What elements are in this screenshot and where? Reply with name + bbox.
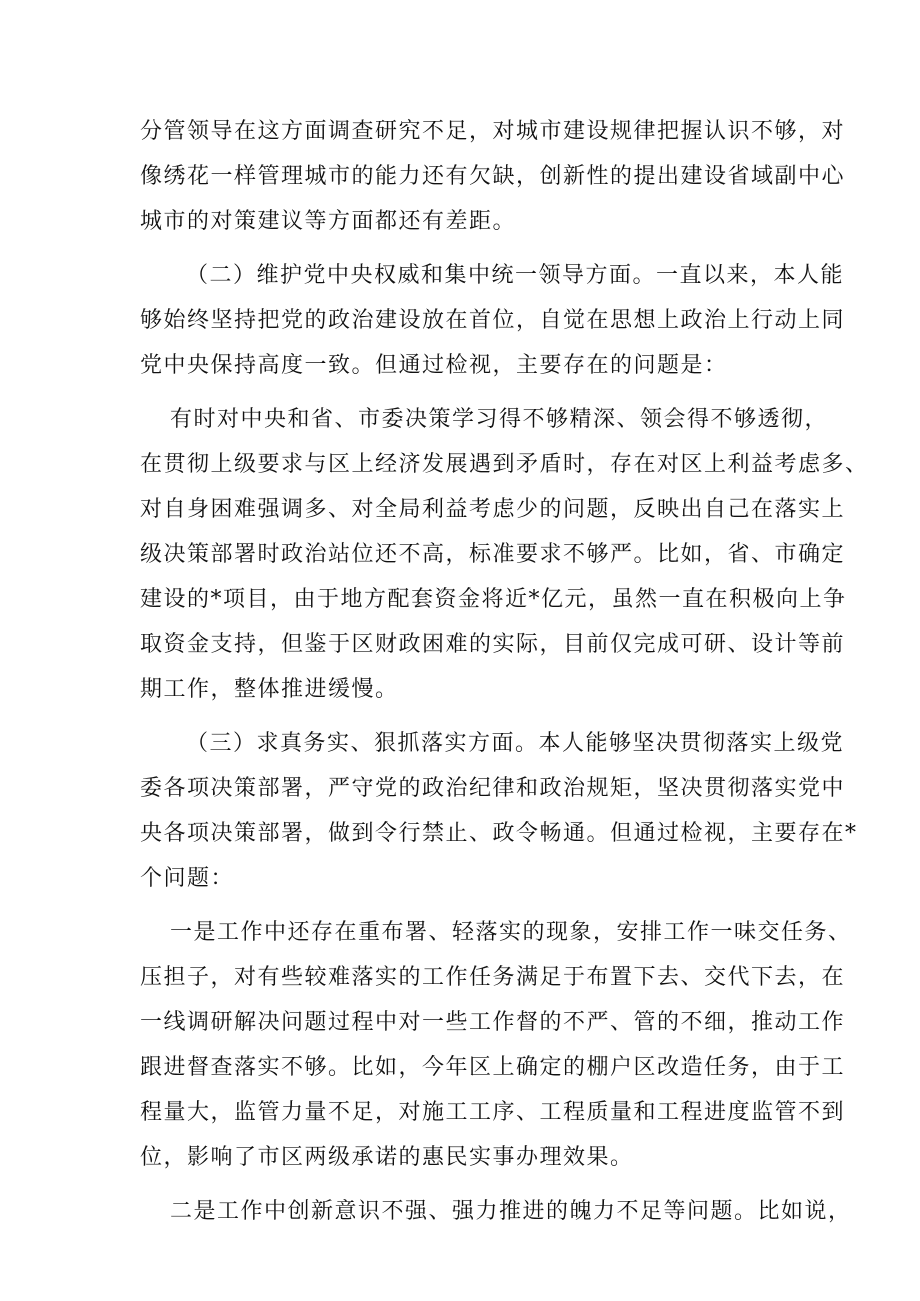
text-line: 城市的对策建议等方面都还有差距。 — [140, 209, 517, 234]
text-line: 级决策部署时政治站位还不高，标准要求不够严。比如，省、市确定 — [140, 542, 846, 567]
text-line: 个问题： — [140, 866, 235, 891]
text-line: 跟进督查落实不够。比如，今年区上确定的棚户区改造任务，由于工 — [140, 1055, 846, 1080]
text-line: 二是工作中创新意识不强、强力推进的魄力不足等问题。比如说， — [170, 1199, 852, 1224]
text-line: 对自身困难强调多、对全局利益考虑少的问题，反映出自己在落实上 — [140, 497, 846, 522]
text-line: 分管领导在这方面调查研究不足，对城市建设规律把握认识不够，对 — [140, 119, 846, 144]
paragraph-gap — [140, 1180, 820, 1189]
text-line: 压担子，对有些较难落实的工作任务满足于布置下去、交代下去，在 — [140, 965, 846, 990]
text-line: 有时对中央和省、市委决策学习得不够精深、领会得不够透彻， — [170, 407, 829, 432]
text-line: 一是工作中还存在重布署、轻落实的现象，安排工作一味交任务、 — [170, 920, 852, 945]
paragraph-gap — [140, 244, 820, 253]
text-line: 党中央保持高度一致。但通过检视，主要存在的问题是： — [140, 353, 728, 378]
section-heading-line: （三）求真务实、狠抓落实方面。本人能够坚决贯彻落实上级党 — [186, 731, 845, 756]
text-line: 位，影响了市区两级承诺的惠民实事办理效果。 — [140, 1145, 634, 1170]
section-heading-line: （二）维护党中央权威和集中统一领导方面。一直以来，本人能 — [186, 263, 845, 288]
text-line: 取资金支持，但鉴于区财政困难的实际，目前仅完成可研、设计等前 — [140, 632, 846, 657]
text-line: 期工作，整体推进缓慢。 — [140, 677, 399, 702]
paragraph-gap — [140, 388, 820, 397]
text-line: 程量大，监管力量不足，对施工工序、工程质量和工程进度监管不到 — [140, 1100, 846, 1125]
paragraph-gap — [140, 901, 820, 910]
text-line: 央各项决策部署，做到令行禁止、政令畅通。但通过检视，主要存在* — [140, 821, 858, 846]
text-line: 一线调研解决问题过程中对一些工作督的不严、管的不细，推动工作 — [140, 1010, 846, 1035]
text-line: 像绣花一样管理城市的能力还有欠缺，创新性的提出建设省域副中心 — [140, 164, 846, 189]
text-line: 够始终坚持把党的政治建设放在首位，自觉在思想上政治上行动上同 — [140, 308, 846, 333]
text-line: 建设的*项目，由于地方配套资金将近*亿元，虽然一直在积极向上争 — [140, 587, 847, 612]
text-line: 在贯彻上级要求与区上经济发展遇到矛盾时，存在对区上利益考虑多、 — [140, 452, 869, 477]
text-line: 委各项决策部署，严守党的政治纪律和政治规矩，坚决贯彻落实党中 — [140, 776, 846, 801]
paragraph-gap — [140, 712, 820, 721]
document-body — [140, 109, 869, 1234]
